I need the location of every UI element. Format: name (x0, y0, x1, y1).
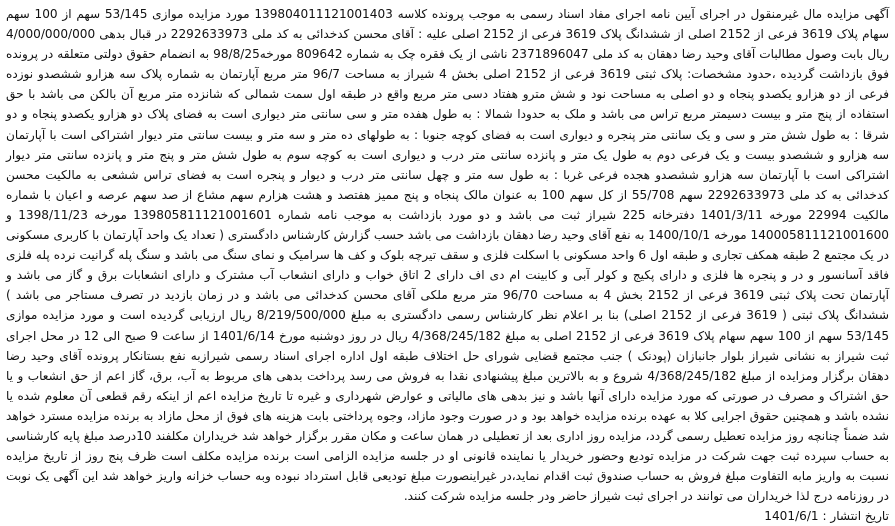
publish-date: تاریخ انتشار : 1401/6/1 (764, 509, 889, 524)
notice-body: آگهی مزایده مال غیرمنقول در اجرای آیین نامه اجرای مفاد اسناد رسمی به موجب پرونده کلاسه 139804011121001403 مورد مزایده موازی 53/145 سهم از 100 سهم سهام پلاک 3619 فرعی از 2152 اصلی از ششدانگ پلاک 3619 فرعی از 2152 اصلی علیه : آقای محسن کدخدائی به کد ملی 2292633973 در قبال بدهی 4/000/000/000 ریال بابت وصول مطالبات آقای وحید رضا دهقان به کد ملی 2371896047 ناشی از یک فقره چک به شماره 809642 مورخه98/8/25 به انضمام حقوق دولتی متعلقه در پرونده فوق بازداشت گردیده ،حدود مشخصات: پلاک ثبتی 3619 فرعی از 2152 اصلی بخش 4 شیراز به مساحت 96/7 متر مربع آپارتمان به شماره پلاک سه هزارو ششصدو نوزده فرعی از دو هزارو یکصدو پنجاه و دو اصلی به مساحت نود و شش مترو هفتاد دسی متر مربع واقع در طبقه اول سمت شمالی که شانزده متر مربع آن بالکن می باشد با حق استفاده از پنج متر و بیست دسیمتر مربع تراس می باشد و ملک به حدودا شمالا : به طول هفده متر و سی سانتی متر دیواری است به فضای پلاک دو هزارو یکصدو پنجاه و دو شرقا : به طول شش متر و سی و یک سانتی متر پنجره و دیواری است به فضای کوچه جنوبا : به طولهای ده متر و سه متر و بیست سانتی متر دیوار اشتراکی است با آپارتمان سه هزارو و ششصدو بیست و یک فرعی دوم به طول یک متر و پانزده سانتی متر درب و دیواری است به کوچه سوم به طول شش متر و پنج متر و پانزده سانتی متر دیوار اشتراکی است با آپارتمان سه هزارو ششصدو هجده فرعی غربا : به طول سه متر و چهل سانتی متر درب و دیوار و پنجره است به فضای تراس ششعی به مالکیت محسن کدخدائی به کد ملی 2292633973 سهم 55/708 از کل سهم 100 به عنوان مالک پنجاه و پنج ممیز هفتصد و هشت هزارم سهم مشاع از صد سهم عرصه و اعیان با شماره مالکیت 22994 مورخه 1401/3/11 دفترخانه 225 شیراز ثبت می باشد و دو مورد بازداشت به موجب نامه شماره 139805811121001601 مورخه 1398/11/23 و 140005811121001600 مورخه 1400/10/1 به نفع آقای وحید رضا دهقان بازداشت می باشد حسب گزارش کارشناس دادگستری ( تعداد یک واحد آپارتمان با کاربری مسکونی در یک مجتمع 2 طبقه همکف تجاری و طبقه اول 6 واحد مسکونی با اسکلت فلزی و سقف تیرچه بلوک و کف ها سرامیک و نمای سنگ می باشد و سنگ پله گرانیت نرده پله فلزی فاقد آسانسور و در و پنجره ها فلزی و دارای پکیج و کولر آبی و کابینت ام دی اف دارای 2 اتاق خواب و دارای انشعاب آب مشترک و دارای انشعابات برق و گاز می باشد و آپارتمان تحت پلاک ثبتی 3619 فرعی از 2152 بخش 4 به مساحت 96/70 متر مربع ملکی آقای محسن کدخدائی می باشد و در زمان بازدید در تصرف مستاجر می باشد ) ششدانگ پلاک ثبتی ( 3619 فرعی از 2152 اصلی) بنا بر اعلام نظر کارشناس رسمی دادگستری به مبلغ 8/219/500/000 ریال ارزیابی گردیده است و مورد مزایده موازی 53/145 سهم از 100 سهم سهام پلاک 3619 فرعی از 2152 اصلی به مبلغ 4/368/245/182 ریال در روز دوشنبه مورخ 1401/6/14 از ساعت 9 صبح الی 12 در محل اجرای ثبت شیراز به نشانی شیراز بلوار جانبازان (پودنک ) جنب مجتمع قضایی شورای حل اختلاف طبقه اول اداره اجرای اسناد رسمی شیرازبه نفع بستانکار پرونده آقای وحید رضا دهقان برگزار ومزایده از مبلغ 4/368/245/182 شروع و به بالاترین مبلغ پیشنهادی نقدا به فروش می رسد پرداخت بدهی های مربوط به آب، برق، گاز اعم از حق انشعاب و یا حق اشتراک و مصرف در صورتی که مورد مزایده دارای آنها باشد و نیز بدهی های مالیاتی و عوارض شهرداری و غیره تا تاریخ مزایده اعم از اینکه رقم قطعی آن معلوم شده یا نشده باشد و همچنین حقوق اجرایی کلا به عهده برنده مزایده خواهد بود و در صورت وجود مازاد، وجوه پرداختی بابت هزینه های فوق از محل مازاد به برنده مزایده مسترد خواهد شد ضمناً چنانچه روز مزایده تعطیل رسمی گردد، مزایده روز اداری بعد از تعطیلی در همان ساعت و مکان مقرر برگزار خواهد شد خریداران مکلفند 10درصد مبلغ پایه کارشناسی به حساب سپرده ثبت جهت شرکت در مزایده تودیع وحضور خریدار یا نماینده قانونی او در جلسه مزایده الزامی است برنده مزایده مکلف است ظرف پنج روز از تاریخ مزایده نسبت به واریز مابه التفاوت مبلغ فروش به حساب صندوق ثبت اقدام نماید،در غیراینصورت مبلغ تودیعی قابل استرداد نبوده وبه حساب خزانه واریز خواهد شد این آگهی یک نوبت در روزنامه درج لذا خریداران می توانند در اجرای ثبت شیراز حاضر ودر جلسه مزایده شرکت کنند. (6, 7, 890, 504)
